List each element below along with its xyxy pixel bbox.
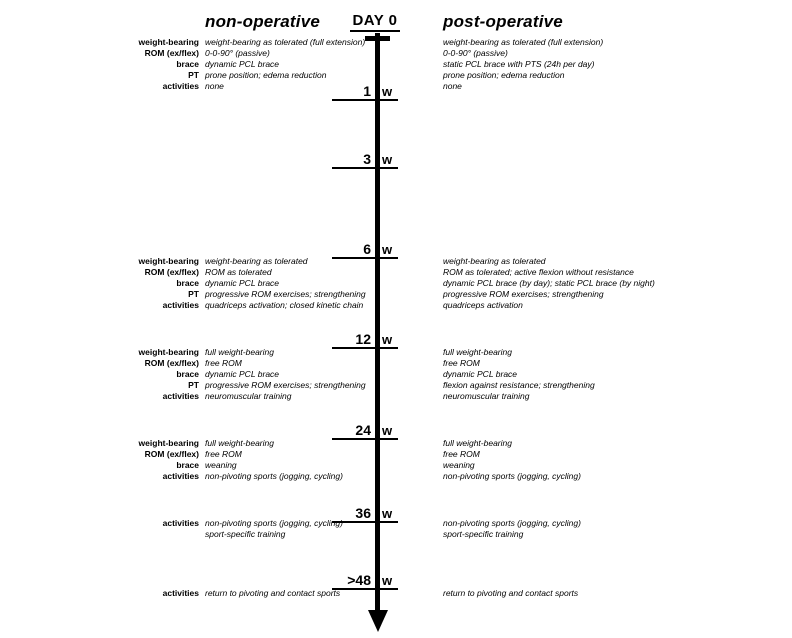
non-operative-block-24 (0, 438, 372, 482)
row-label: PT (188, 70, 199, 80)
week-unit-label: w (382, 84, 393, 99)
row-value: dynamic PCL brace (205, 278, 280, 288)
protocol-row (0, 267, 372, 278)
day-zero-label: DAY 0 (350, 12, 400, 32)
row-value: prone position; edema reduction (443, 70, 565, 80)
post-operative-block-24 (443, 438, 788, 482)
protocol-row (0, 369, 372, 380)
row-value: progressive ROM exercises; strengthening (443, 289, 604, 299)
non-operative-block-DAY0 (0, 37, 372, 92)
week-unit-label: w (382, 506, 393, 521)
week-number: 1 (363, 83, 371, 99)
protocol-row (0, 289, 372, 300)
row-value: quadriceps activation (443, 300, 523, 310)
row-label: activities (162, 518, 199, 528)
row-value: weight-bearing as tolerated (205, 256, 308, 266)
row-value: non-pivoting sports (jogging, cycling) (443, 518, 581, 528)
week-number: 6 (363, 241, 371, 257)
row-value: 0-0-90° (passive) (205, 48, 270, 58)
timeline-axis-line (375, 33, 380, 612)
row-value: weaning (443, 460, 475, 470)
row-value: neuromuscular training (443, 391, 530, 401)
row-label: activities (162, 391, 199, 401)
row-value: non-pivoting sports (jogging, cycling) (443, 471, 581, 481)
row-label (0, 529, 205, 540)
protocol-row (0, 438, 372, 449)
row-label: brace (176, 278, 199, 288)
week-unit-label: w (382, 152, 393, 167)
row-value: weaning (205, 460, 237, 470)
non-operative-block-36 (0, 518, 372, 540)
non-operative-block-12 (0, 347, 372, 402)
row-value: sport-specific training (443, 529, 524, 539)
post-operative-block-6 (443, 256, 788, 311)
row-label: ROM (ex/flex) (144, 48, 199, 58)
row-label: PT (188, 380, 199, 390)
row-value: full weight-bearing (443, 438, 512, 448)
row-value: 0-0-90° (passive) (443, 48, 508, 58)
protocol-row (0, 256, 372, 267)
row-label: weight-bearing (138, 438, 199, 448)
row-label: brace (176, 460, 199, 470)
timeline-arrowhead-icon (368, 610, 388, 632)
protocol-row (0, 518, 372, 529)
post-operative-block-48 (443, 588, 788, 599)
row-value: non-pivoting sports (jogging, cycling) (205, 518, 343, 528)
week-unit-label: w (382, 332, 393, 347)
week-unit-label: w (382, 242, 393, 257)
row-value: free ROM (205, 358, 242, 368)
protocol-row (0, 81, 372, 92)
row-label: brace (176, 59, 199, 69)
row-value: dynamic PCL brace (205, 369, 280, 379)
row-value: free ROM (205, 449, 242, 459)
row-value: free ROM (443, 358, 480, 368)
row-value: progressive ROM exercises; strengthening (205, 380, 366, 390)
week-unit-label: w (382, 573, 393, 588)
week-number: 12 (355, 331, 371, 347)
row-label: activities (162, 588, 199, 598)
row-label: ROM (ex/flex) (144, 449, 199, 459)
protocol-row (0, 347, 372, 358)
row-value: sport-specific training (205, 529, 286, 539)
row-label: weight-bearing (138, 37, 199, 47)
non-operative-column-header: non-operative (205, 12, 321, 31)
row-value: flexion against resistance; strengthening (443, 380, 595, 390)
row-label: activities (162, 300, 199, 310)
row-value: prone position; edema reduction (205, 70, 327, 80)
row-value: full weight-bearing (443, 347, 512, 357)
protocol-row (0, 59, 372, 70)
week-number: >48 (347, 572, 371, 588)
row-label: activities (162, 471, 199, 481)
week-marker-3 (332, 151, 398, 169)
row-value: weight-bearing as tolerated (full extension) (443, 37, 604, 47)
week-number: 24 (355, 422, 371, 438)
row-value: ROM as tolerated; active flexion without resistance (443, 267, 634, 277)
row-label: activities (162, 81, 199, 91)
row-value: ROM as tolerated (205, 267, 272, 277)
row-label: weight-bearing (138, 256, 199, 266)
week-unit-label: w (382, 423, 393, 438)
row-value: non-pivoting sports (jogging, cycling) (205, 471, 343, 481)
week-number: 3 (363, 151, 371, 167)
row-value: dynamic PCL brace (by day); static PCL brace (by night) (443, 278, 655, 288)
row-value: dynamic PCL brace (205, 59, 280, 69)
week-number: 36 (355, 505, 371, 521)
protocol-row (0, 529, 372, 540)
row-value: dynamic PCL brace (443, 369, 518, 379)
post-operative-block-DAY0 (443, 37, 788, 92)
non-operative-block-48 (0, 588, 372, 599)
protocol-row (0, 300, 372, 311)
post-operative-block-12 (443, 347, 788, 402)
protocol-row (0, 460, 372, 471)
post-operative-block-36 (443, 518, 788, 540)
protocol-row (0, 391, 372, 402)
row-label: brace (176, 369, 199, 379)
protocol-row (0, 471, 372, 482)
protocol-row (0, 449, 372, 460)
protocol-row (0, 37, 372, 48)
row-value: none (443, 81, 462, 91)
row-value: free ROM (443, 449, 480, 459)
row-label: weight-bearing (138, 347, 199, 357)
row-label: PT (188, 289, 199, 299)
row-value: full weight-bearing (205, 438, 274, 448)
row-value: return to pivoting and contact sports (443, 588, 579, 598)
protocol-row (0, 278, 372, 289)
post-operative-column-header: post-operative (443, 12, 563, 31)
non-operative-block-6 (0, 256, 372, 311)
protocol-row (0, 70, 372, 81)
row-value: static PCL brace with PTS (24h per day) (443, 59, 595, 69)
protocol-row (0, 358, 372, 369)
protocol-row (0, 380, 372, 391)
row-value: weight-bearing as tolerated (full extension) (205, 37, 366, 47)
protocol-row (0, 48, 372, 59)
row-value: neuromuscular training (205, 391, 292, 401)
row-label: ROM (ex/flex) (144, 267, 199, 277)
protocol-row (0, 588, 372, 599)
row-value: weight-bearing as tolerated (443, 256, 546, 266)
row-value: return to pivoting and contact sports (205, 588, 341, 598)
row-value: none (205, 81, 224, 91)
row-label: ROM (ex/flex) (144, 358, 199, 368)
row-value: quadriceps activation; closed kinetic chain (205, 300, 364, 310)
row-value: progressive ROM exercises; strengthening (205, 289, 366, 299)
row-value: full weight-bearing (205, 347, 274, 357)
